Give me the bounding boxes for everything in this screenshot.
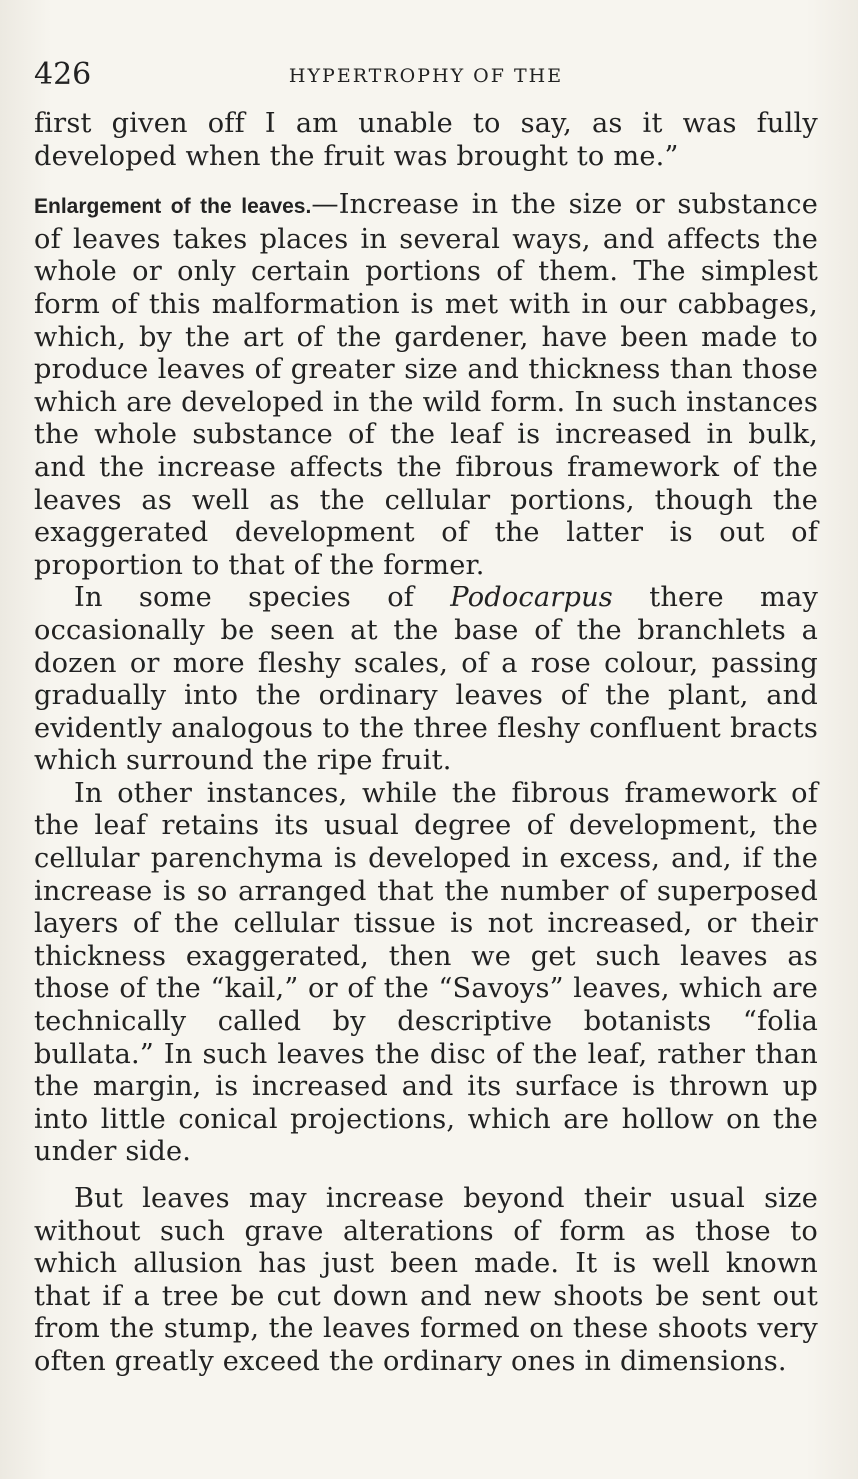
paragraph-enlargement — [34, 189, 818, 582]
paragraph-continuation: first given off I am unable to say, as it was fully developed when the fruit was brought to me.” — [34, 108, 818, 172]
body-text — [34, 108, 818, 1379]
paragraph-podocarpus-end: there may occasionally be seen at the base of the branchlets a dozen or more fleshy scales, of a rose colour, passing gradually into the ordinary leaves of the plant, and evidently analogous to the three fleshy confluent bracts which surround the ripe fruit. — [34, 582, 818, 777]
running-head: HYPERTROPHY OF THE — [288, 65, 564, 87]
page-header — [34, 56, 818, 94]
section-title: Enlargement of the leaves. — [34, 195, 312, 219]
paragraph-podocarpus-start: In some species of — [74, 582, 451, 614]
paragraph-podocarpus — [34, 582, 818, 778]
podocarpus-italic: Podocarpus — [450, 582, 613, 614]
paragraph-other-instances: In other instances, while the fibrous framework of the leaf retains its usual degree of development, the cellular parenchyma is developed in excess, and, if the increase is so arranged that the number of superposed layers of the cellular tissue is not increased, or their thickness exaggerated, then we get such leaves as those of the “kail,” or of the “Savoys” leaves, which are technically called by descriptive botanists “folia bullata.” In such leaves the disc of the leaf, rather than the margin, is increased and its surface is thrown up into little conical projections, which are hollow on the under side. — [34, 777, 818, 1168]
paragraph-increase-size: But leaves may increase beyond their usual size without such grave alterations of form as those to which allusion has just been made. It is well known that if a tree be cut down and new shoots be sent out from the stump, the leaves formed on these shoots very often greatly exceed the ordinary ones in dimensions. — [34, 1183, 818, 1377]
paragraph-enlargement-text: —Increase in the size or substance of leaves takes places in several ways, and affects the whole or only certain portions of them. The simplest form of this malformation is met with in our cabbages, which, by the art of the gardener, have been made to produce leaves of greater size and thickness than those which are developed in the wild form. In such instances the whole substance of the leaf is increased in bulk, and the increase affects the fibrous framework of the leaves as well as the cellular portions, though the exaggerated development of the latter is out of proportion to that of the former. — [34, 189, 818, 581]
page-number: 426 — [34, 57, 92, 92]
